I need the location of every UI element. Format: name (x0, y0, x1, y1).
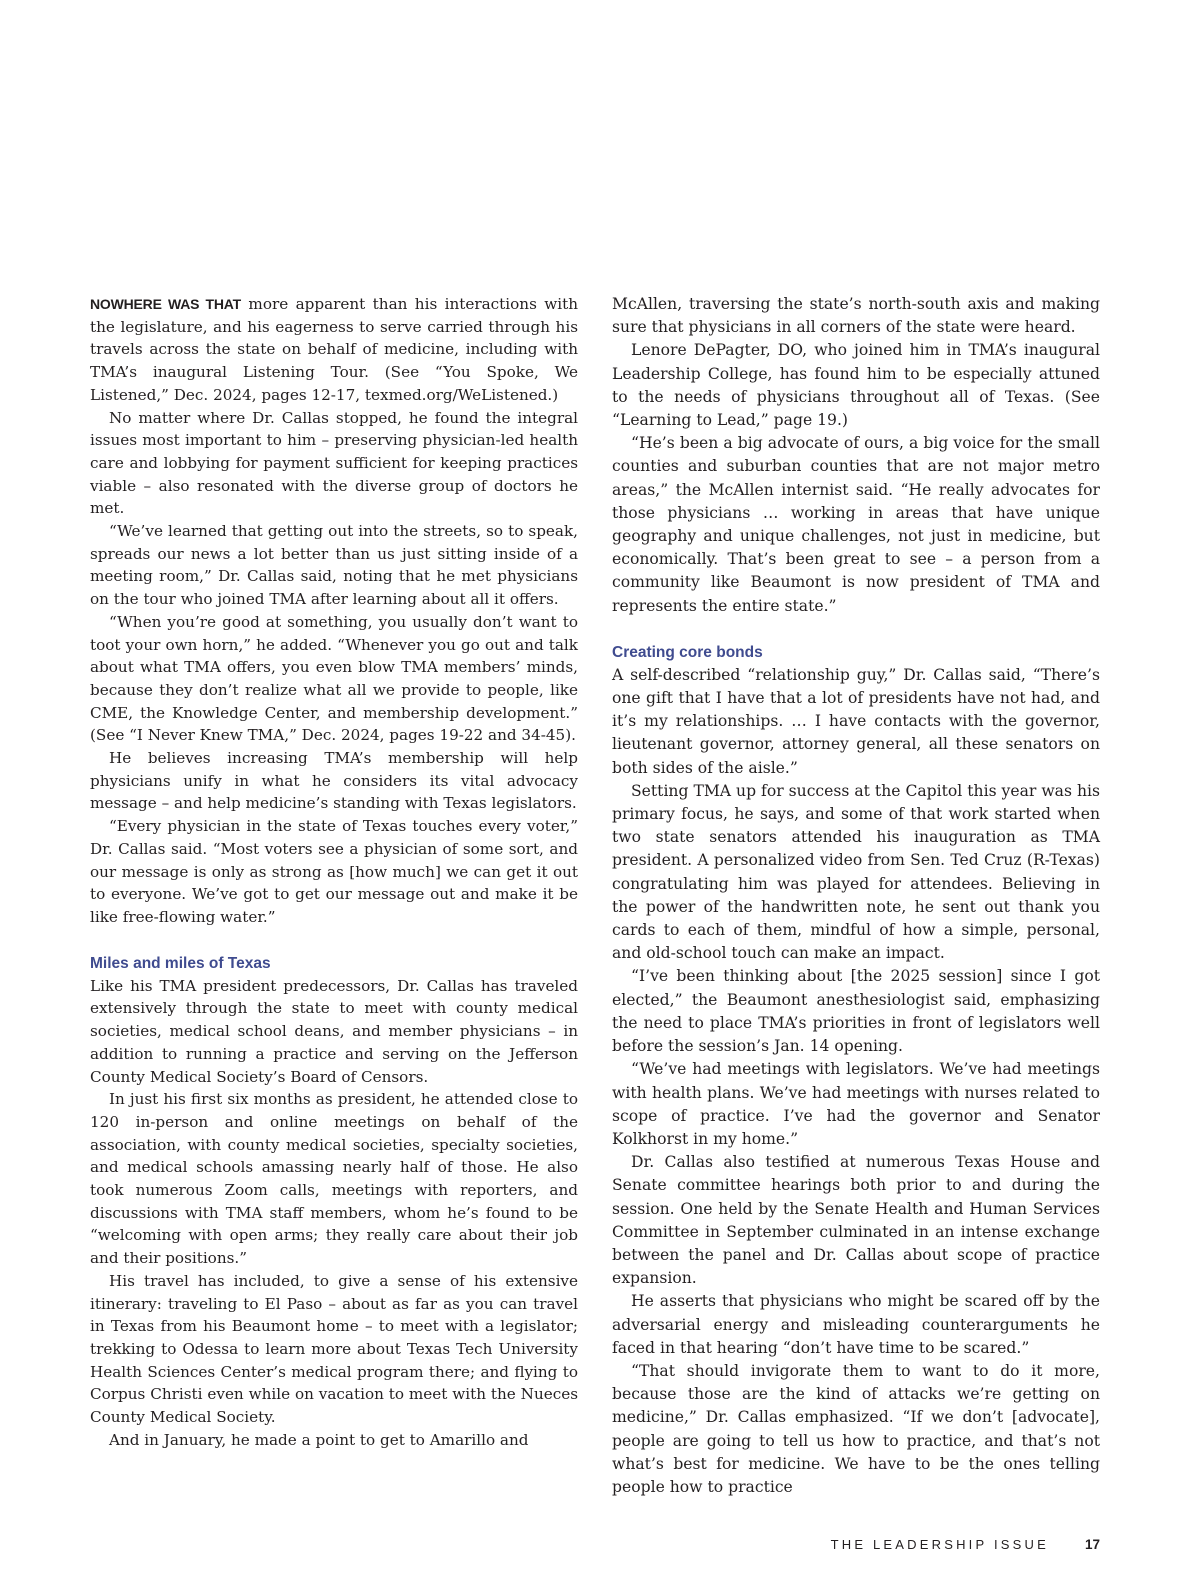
subhead-creating-core-bonds: Creating core bonds (612, 643, 763, 661)
paragraph: He asserts that physicians who might be scared off by the adversarial energy and misleading counterarguments he faced in that hearing “don’t have time to be scared.” (612, 1292, 1100, 1357)
paragraph: “We’ve learned that getting out into the streets, so to speak, spreads our news a lot better than us just sitting inside of a meeting room,” Dr. Callas said, noting that he met physicians on the tour who joined TMA after learning about all it offers. (90, 522, 578, 609)
paragraph: In just his first six months as president, he attended close to 120 in-person and online meetings on behalf of the association, with county medical societies, specialty societies, and medical schools amassing nearly half of those. He also took numerous Zoom calls, meetings with reporters, and discussions with TMA staff members, whom he’s found to be “welcoming with open arms; they really care about their job and their positions.” (90, 1090, 578, 1268)
article-column-left (90, 293, 578, 1451)
paragraph: He believes increasing TMA’s membership will help physicians unify in what he considers its vital advocacy message – and help medicine’s standing with Texas legislators. (90, 749, 578, 813)
paragraph-text: more apparent than his interactions with the legislature, and his eagerness to serve carried through his travels across the state on behalf of medicine, including with TMA’s inaugural Listening Tour. (See “You Spoke, We Listened,” Dec. 2024, pages 12-17, texmed.org/WeListened.) (90, 295, 578, 404)
publication-section-title: THE LEADERSHIP ISSUE (830, 1537, 1049, 1552)
paragraph: “Every physician in the state of Texas touches every voter,” Dr. Callas said. “Most voters see a physician of some sort, and our message is only as strong as [how much] we can get it out to everyone. We’ve got to get our message out and make it be like free-flowing water.” (90, 817, 578, 926)
paragraph: And in January, he made a point to get to Amarillo and (109, 1430, 529, 1449)
lead-in: NOWHERE WAS THAT (90, 296, 242, 312)
paragraph: “I’ve been thinking about [the 2025 session] since I got elected,” the Beaumont anesthesiologist said, emphasizing the need to place TMA’s priorities in front of legislators well before the session’s Jan. 14 opening. (612, 967, 1100, 1056)
paragraph (90, 293, 578, 407)
paragraph: “When you’re good at something, you usually don’t want to toot your own horn,” he added. “Whenever you go out and talk about what TMA offers, you even blow TMA members’ minds, because they don’t realize what all we provide to people, like CME, the Knowledge Center, and membership development.” (See “I Never Knew TMA,” Dec. 2024, pages 19-22 and 34-45). (90, 612, 578, 745)
paragraph: “That should invigorate them to want to do it more, because those are the kind of attacks we’re getting on medicine,” Dr. Callas emphasized. “If we don’t [advocate], people are going to tell us how to practice, and that’s not what’s best for medicine. We have to be the ones telling people how to practice (612, 1361, 1100, 1496)
paragraph: Lenore DePagter, DO, who joined him in TMA’s inaugural Leadership College, has found him to be especially attuned to the needs of physicians throughout all of Texas. (See “Learning to Lead,” page 19.) (612, 341, 1100, 430)
paragraph: Dr. Callas also testified at numerous Texas House and Senate committee hearings both prior to and during the session. One held by the Senate Health and Human Services Committee in September culminated in an intense exchange between the panel and Dr. Callas about scope of practice expansion. (612, 1153, 1100, 1288)
paragraph: No matter where Dr. Callas stopped, he found the integral issues most important to him – preserving physician-led health care and lobbying for payment sufficient for keeping practices viable – also resonated with the diverse group of doctors he met. (90, 408, 578, 518)
paragraph: Setting TMA up for success at the Capitol this year was his primary focus, he says, and some of that work started when two state senators attended his inauguration as TMA president. A personalized video from Sen. Ted Cruz (R-Texas) congratulating him was played for attendees. Believing in the power of the handwritten note, he sent out thank you cards to each of them, mindful of how a simple, personal, and old-school touch can make an impact. (612, 781, 1100, 963)
paragraph: McAllen, traversing the state’s north-south axis and making sure that physicians in all corners of the state were heard. (612, 295, 1100, 337)
paragraph: Like his TMA president predecessors, Dr. Callas has traveled extensively through the state to meet with county medical societies, medical school deans, and member physicians – in addition to running a practice and serving on the Jefferson County Medical Society’s Board of Censors. (90, 976, 578, 1086)
subhead-miles-of-texas: Miles and miles of Texas (90, 954, 271, 972)
paragraph: “He’s been a big advocate of ours, a big voice for the small counties and suburban counties that are not major metro areas,” the McAllen internist said. “He really advocates for those physicians … working in areas that have unique geography and unique challenges, not just in medicine, but economically. That’s been great to see – a person from a community like Beaumont is now president of TMA and represents the entire state.” (612, 434, 1100, 615)
page-footer (831, 1537, 1100, 1552)
page-number: 17 (1084, 1537, 1100, 1552)
paragraph: His travel has included, to give a sense of his extensive itinerary: traveling to El Paso – about as far as you can travel in Texas from his Beaumont home – to meet with a legislator; trekking to Odessa to learn more about Texas Tech University Health Sciences Center’s medical program there; and flying to Corpus Christi even while on vacation to meet with the Nueces County Medical Society. (90, 1271, 578, 1427)
article-column-right (612, 293, 1100, 1499)
paragraph: A self-described “relationship guy,” Dr. Callas said, “There’s one gift that I have that a lot of presidents have not had, and it’s my relationships. … I have contacts with the governor, lieutenant governor, attorney general, all these senators on both sides of the aisle.” (612, 665, 1100, 777)
paragraph: “We’ve had meetings with legislators. We’ve had meetings with health plans. We’ve had meetings with nurses related to scope of practice. I’ve had the governor and Senator Kolkhorst in my home.” (612, 1060, 1100, 1148)
